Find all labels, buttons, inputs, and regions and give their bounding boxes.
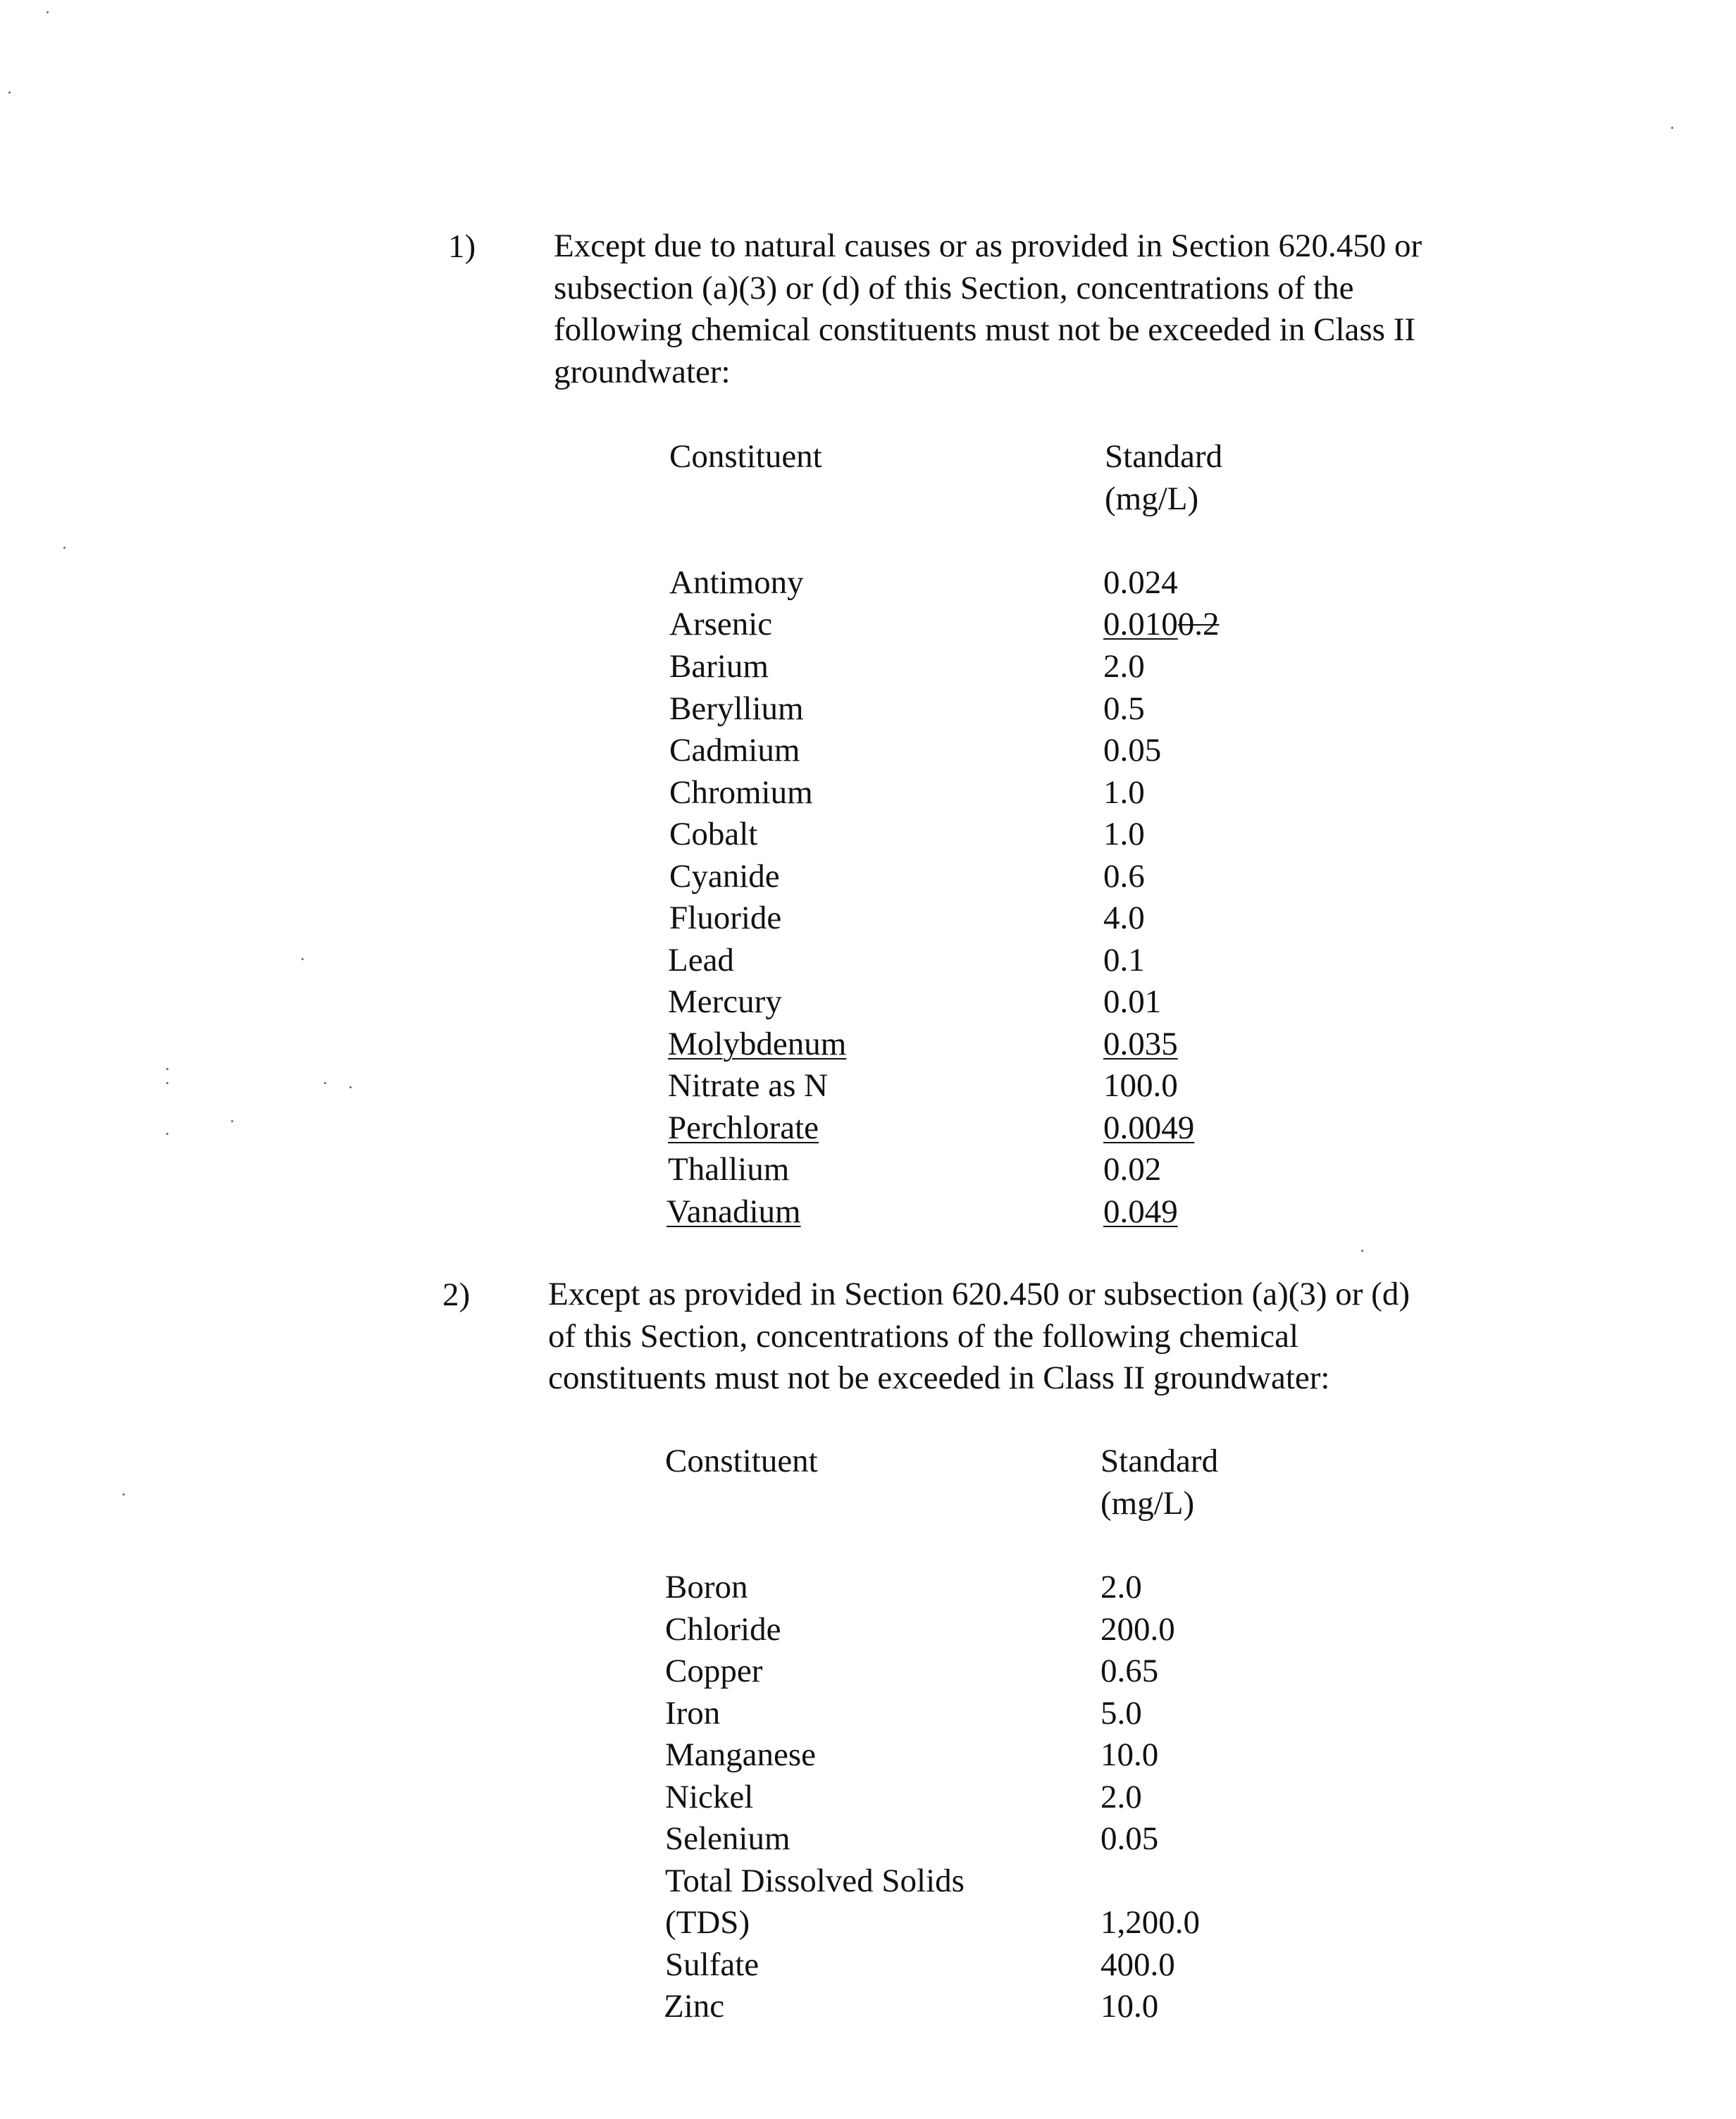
section-2-number: 2) bbox=[442, 1276, 471, 1313]
section-2-constituent-header: Constituent bbox=[665, 1443, 818, 1479]
scan-speck bbox=[349, 1086, 352, 1088]
constituent-name: Chloride bbox=[665, 1611, 781, 1648]
scan-speck bbox=[1361, 1250, 1363, 1252]
standard-value: 2.0 bbox=[1100, 1569, 1142, 1605]
standard-value: 0.049 bbox=[1103, 1193, 1178, 1230]
scan-speck bbox=[166, 1133, 168, 1135]
standard-value-inserted: 0.010 bbox=[1103, 606, 1178, 642]
scan-speck bbox=[8, 92, 11, 94]
constituent-name: Cobalt bbox=[669, 816, 758, 852]
constituent-name: Iron bbox=[665, 1695, 721, 1732]
scan-speck bbox=[1671, 127, 1673, 129]
constituent-name: Copper bbox=[665, 1653, 763, 1689]
standard-value: 100.0 bbox=[1103, 1067, 1178, 1104]
constituent-name: Perchlorate bbox=[668, 1110, 819, 1146]
standard-value: 0.6 bbox=[1103, 858, 1145, 895]
scan-speck bbox=[123, 1493, 125, 1496]
constituent-name: Boron bbox=[665, 1569, 748, 1605]
constituent-name: Vanadium bbox=[666, 1193, 801, 1230]
section-1-constituent-header: Constituent bbox=[669, 438, 822, 475]
constituent-name: Barium bbox=[669, 648, 769, 685]
section-2-text: Except as provided in Section 620.450 or subsection (a)(3) or (d) of this Section, concentrations of the following chemical constituents must not be exceeded in Class II groundwater: bbox=[548, 1276, 1410, 1396]
constituent-name: Manganese bbox=[665, 1736, 817, 1773]
standard-value: 0.05 bbox=[1103, 732, 1162, 769]
constituent-name: Arsenic bbox=[669, 606, 773, 642]
scan-speck bbox=[63, 547, 66, 549]
standard-value: 5.0 bbox=[1100, 1695, 1142, 1732]
constituent-name: Sulfate bbox=[665, 1946, 760, 1983]
constituent-name: Selenium bbox=[665, 1820, 790, 1857]
constituent-name: Beryllium bbox=[669, 690, 804, 727]
constituent-name: Molybdenum bbox=[668, 1026, 847, 1062]
section-1-text: Except due to natural causes or as provided in Section 620.450 or subsection (a)(3) or (d) of this Section, concentrations of the following chemical constituents must not be exceeded in Class II groundwater: bbox=[554, 228, 1422, 390]
section-2-standard-header: Standard (mg/L) bbox=[1100, 1443, 1219, 1522]
standard-value: 4.0 bbox=[1103, 900, 1145, 936]
standard-value: 1.0 bbox=[1103, 816, 1145, 852]
standard-value: 0.1 bbox=[1103, 942, 1145, 978]
constituent-name: Fluoride bbox=[669, 900, 782, 936]
constituent-name: Cadmium bbox=[669, 732, 800, 769]
standard-value: 2.0 bbox=[1103, 648, 1145, 685]
constituent-name: Total Dissolved Solids bbox=[665, 1863, 965, 1899]
constituent-name: (TDS) bbox=[665, 1904, 750, 1941]
constituent-name: Nickel bbox=[665, 1779, 754, 1815]
section-1-number: 1) bbox=[448, 228, 476, 265]
standard-value: 2.0 bbox=[1100, 1779, 1142, 1815]
section-1-standard-header: Standard (mg/L) bbox=[1105, 438, 1223, 517]
standard-value: 0.5 bbox=[1103, 690, 1145, 727]
standard-value: 0.01 bbox=[1103, 983, 1162, 1020]
standard-value: 1.0 bbox=[1103, 774, 1145, 811]
constituent-name: Nitrate as N bbox=[668, 1067, 829, 1104]
constituent-name: Lead bbox=[668, 942, 734, 978]
constituent-name: Cyanide bbox=[669, 858, 780, 895]
standard-value: 0.035 bbox=[1103, 1026, 1178, 1062]
standard-value: 0.02 bbox=[1103, 1151, 1162, 1188]
constituent-name: Thallium bbox=[668, 1151, 790, 1188]
constituent-name: Mercury bbox=[668, 983, 782, 1020]
scan-speck bbox=[166, 1068, 168, 1070]
standard-value: 0.0049 bbox=[1103, 1110, 1195, 1146]
standard-value: 200.0 bbox=[1100, 1611, 1175, 1648]
standard-value: 400.0 bbox=[1100, 1946, 1175, 1983]
standard-value: 1,200.0 bbox=[1100, 1904, 1200, 1941]
standard-value: 10.0 bbox=[1100, 1988, 1159, 2025]
constituent-name: Antimony bbox=[669, 564, 804, 601]
standard-value: 10.0 bbox=[1100, 1736, 1159, 1773]
standard-value: 0.05 bbox=[1100, 1820, 1159, 1857]
scan-speck bbox=[302, 958, 304, 960]
scan-speck bbox=[324, 1082, 326, 1084]
scan-speck bbox=[46, 11, 49, 13]
scan-speck bbox=[231, 1120, 233, 1122]
constituent-name: Zinc bbox=[664, 1988, 725, 2025]
standard-value-deleted: 0.2 bbox=[1177, 606, 1220, 642]
scan-speck bbox=[166, 1082, 168, 1084]
standard-value: 0.65 bbox=[1100, 1653, 1159, 1689]
constituent-name: Chromium bbox=[669, 774, 813, 811]
standard-value: 0.024 bbox=[1103, 564, 1178, 601]
